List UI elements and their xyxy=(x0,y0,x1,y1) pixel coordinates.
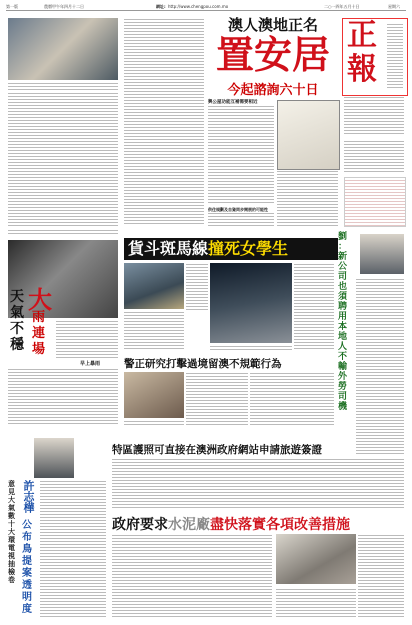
weather-title-char-3: 不 xyxy=(10,321,24,337)
xu-side-char-2: 見 xyxy=(8,488,15,496)
right-headline-char-7: 須 xyxy=(338,292,348,302)
weather-rain-3: 場 xyxy=(32,342,46,357)
page-number: 第一版 xyxy=(6,4,18,9)
street-photo xyxy=(210,263,292,343)
xu-head-char-1: 公 xyxy=(22,520,32,531)
gov-headline-2: 水泥廠 xyxy=(168,517,210,533)
masthead-contacts xyxy=(344,140,404,174)
xu-head-char-3: 鳥 xyxy=(22,544,32,555)
xu-side-char-6: 十 xyxy=(8,520,15,528)
truck-headline-1: 貨斗 xyxy=(128,239,161,258)
weather-caption: 早上暴雨 xyxy=(80,361,101,367)
right-headline-char-6: 也 xyxy=(338,282,348,292)
right-headline-char-8: 聘 xyxy=(338,302,348,312)
weather-rain-1: 雨 xyxy=(32,310,46,325)
top-bar xyxy=(6,4,406,11)
xu-head-char-5: 案 xyxy=(22,568,32,579)
tourism-text xyxy=(112,458,404,508)
gov-text-c xyxy=(276,588,356,618)
xu-side-char-7: 大 xyxy=(8,528,15,536)
gov-text-a xyxy=(112,534,272,618)
weather-rain-2: 連 xyxy=(32,326,46,341)
lead-subhead: 今起諮詢六十日 xyxy=(227,83,319,98)
xu-name xyxy=(22,480,36,520)
gov-headline xyxy=(112,514,408,534)
lead-section-b: 供住規劃及自資同步開展的可能性 xyxy=(208,207,268,212)
gov-headline-3: 盡快落實各項改善措施 xyxy=(210,517,350,533)
xu-head-char-2: 布 xyxy=(22,532,32,543)
right-col-headline xyxy=(338,232,352,422)
masthead-side-text xyxy=(387,23,403,89)
lead-body-c xyxy=(277,170,338,226)
right-headline-char-13: 不 xyxy=(338,352,348,362)
meeting-caption xyxy=(8,82,118,90)
lead-headline: 置安居 xyxy=(215,32,330,77)
masthead-char-1: 正 xyxy=(347,18,377,53)
truck-headline-2: 斑馬線 xyxy=(160,239,209,258)
xu-side-char-3: 大 xyxy=(8,496,15,504)
right-headline-char-12: 人 xyxy=(338,342,348,352)
xu-side-char-8: 環 xyxy=(8,536,15,544)
police-caption xyxy=(124,420,184,426)
xu-head-char-7: 明 xyxy=(22,592,32,603)
lead-body-a xyxy=(208,105,274,205)
weather-title-char-4: 穩 xyxy=(10,337,24,353)
right-headline-char-3: 新 xyxy=(338,252,348,262)
lunar-date: 農曆甲午年四月十二日 xyxy=(44,4,84,9)
xu-side-char-4: 氣 xyxy=(8,504,15,512)
right-headline-char-10: 本 xyxy=(338,322,348,332)
right-headline-char-16: 勞 xyxy=(338,382,348,392)
masthead-char-2: 報 xyxy=(347,52,377,87)
weather-text xyxy=(56,320,118,358)
police-text-b xyxy=(250,372,334,426)
weather-big-char: 大 xyxy=(28,285,52,314)
xu-side-char-5: 數 xyxy=(8,512,15,520)
xu-portrait xyxy=(34,438,74,478)
site-label: 網址: xyxy=(156,4,166,9)
masthead-ad xyxy=(344,177,406,227)
xu-name-text: 許志樺 xyxy=(22,480,35,513)
xu-text xyxy=(40,480,106,618)
truck-text-c xyxy=(294,263,334,351)
truck-banner xyxy=(124,238,338,260)
truck-text-b xyxy=(186,263,208,311)
xu-head-char-4: 提 xyxy=(22,556,32,567)
xu-head-char-8: 度 xyxy=(22,604,32,615)
weather-title-char-1: 天 xyxy=(10,289,24,305)
document-photo xyxy=(277,100,340,170)
right-headline-char-15: 外 xyxy=(338,372,348,382)
xu-side-char-13: 卷 xyxy=(8,576,15,584)
xu-side-char-10: 視 xyxy=(8,552,15,560)
gov-photo xyxy=(276,534,356,584)
lead-kicker: 澳人澳地正名 xyxy=(227,16,318,34)
truck-caption xyxy=(210,345,292,351)
police-headline: 警正研究打擊過境留澳不規範行為 xyxy=(124,358,282,370)
left-article-text xyxy=(8,92,118,228)
left-article-footer xyxy=(8,229,118,235)
xu-side-char-1: 意 xyxy=(8,480,15,488)
site-url[interactable]: http://www.chengpou.com.mo xyxy=(168,4,229,9)
xu-side-char-9: 電 xyxy=(8,544,15,552)
xu-side-char-11: 抽 xyxy=(8,560,15,568)
gov-text-b xyxy=(358,534,404,618)
right-headline-char-14: 輸 xyxy=(338,362,348,372)
xu-headline xyxy=(22,520,36,616)
right-headline-char-1: 劉 xyxy=(338,232,348,242)
police-text-a xyxy=(186,372,248,426)
right-headline-char-18: 機 xyxy=(338,402,348,412)
gregorian-date: 二○一四年五月十日 xyxy=(324,4,360,9)
middle-article-text xyxy=(124,18,204,226)
xu-side-char-12: 檢 xyxy=(8,568,15,576)
truck-headline-3: 撞死女學生 xyxy=(208,239,289,258)
masthead-info xyxy=(344,96,404,136)
right-headline-char-17: 司 xyxy=(338,392,348,402)
weather-title-char-2: 氣 xyxy=(10,305,24,321)
weather-photo xyxy=(8,240,118,318)
meeting-photo xyxy=(8,18,118,80)
lead-section-a: 興公屋功能互補需要相近 xyxy=(208,100,258,105)
lead-body-b xyxy=(208,212,274,226)
masthead xyxy=(342,18,408,96)
right-headline-char-5: 司 xyxy=(338,272,348,282)
right-headline-char-2: ： xyxy=(338,242,348,252)
right-headline-char-9: 用 xyxy=(338,312,348,322)
right-portrait xyxy=(360,234,404,274)
right-col-text xyxy=(356,278,404,456)
weather-text-2 xyxy=(8,368,118,426)
gov-headline-1: 政府要求 xyxy=(112,517,168,533)
tourism-headline: 特區護照可直接在澳洲政府網站申請旅遊簽證 xyxy=(112,444,322,456)
truck-photo xyxy=(124,263,184,309)
xu-side-text xyxy=(8,480,20,620)
truck-text-a xyxy=(124,311,184,351)
right-headline-char-4: 公 xyxy=(338,262,348,272)
xu-head-char-6: 透 xyxy=(22,580,32,591)
police-photo xyxy=(124,372,184,418)
weekday: 星期六 xyxy=(388,4,400,9)
right-headline-char-11: 地 xyxy=(338,332,348,342)
